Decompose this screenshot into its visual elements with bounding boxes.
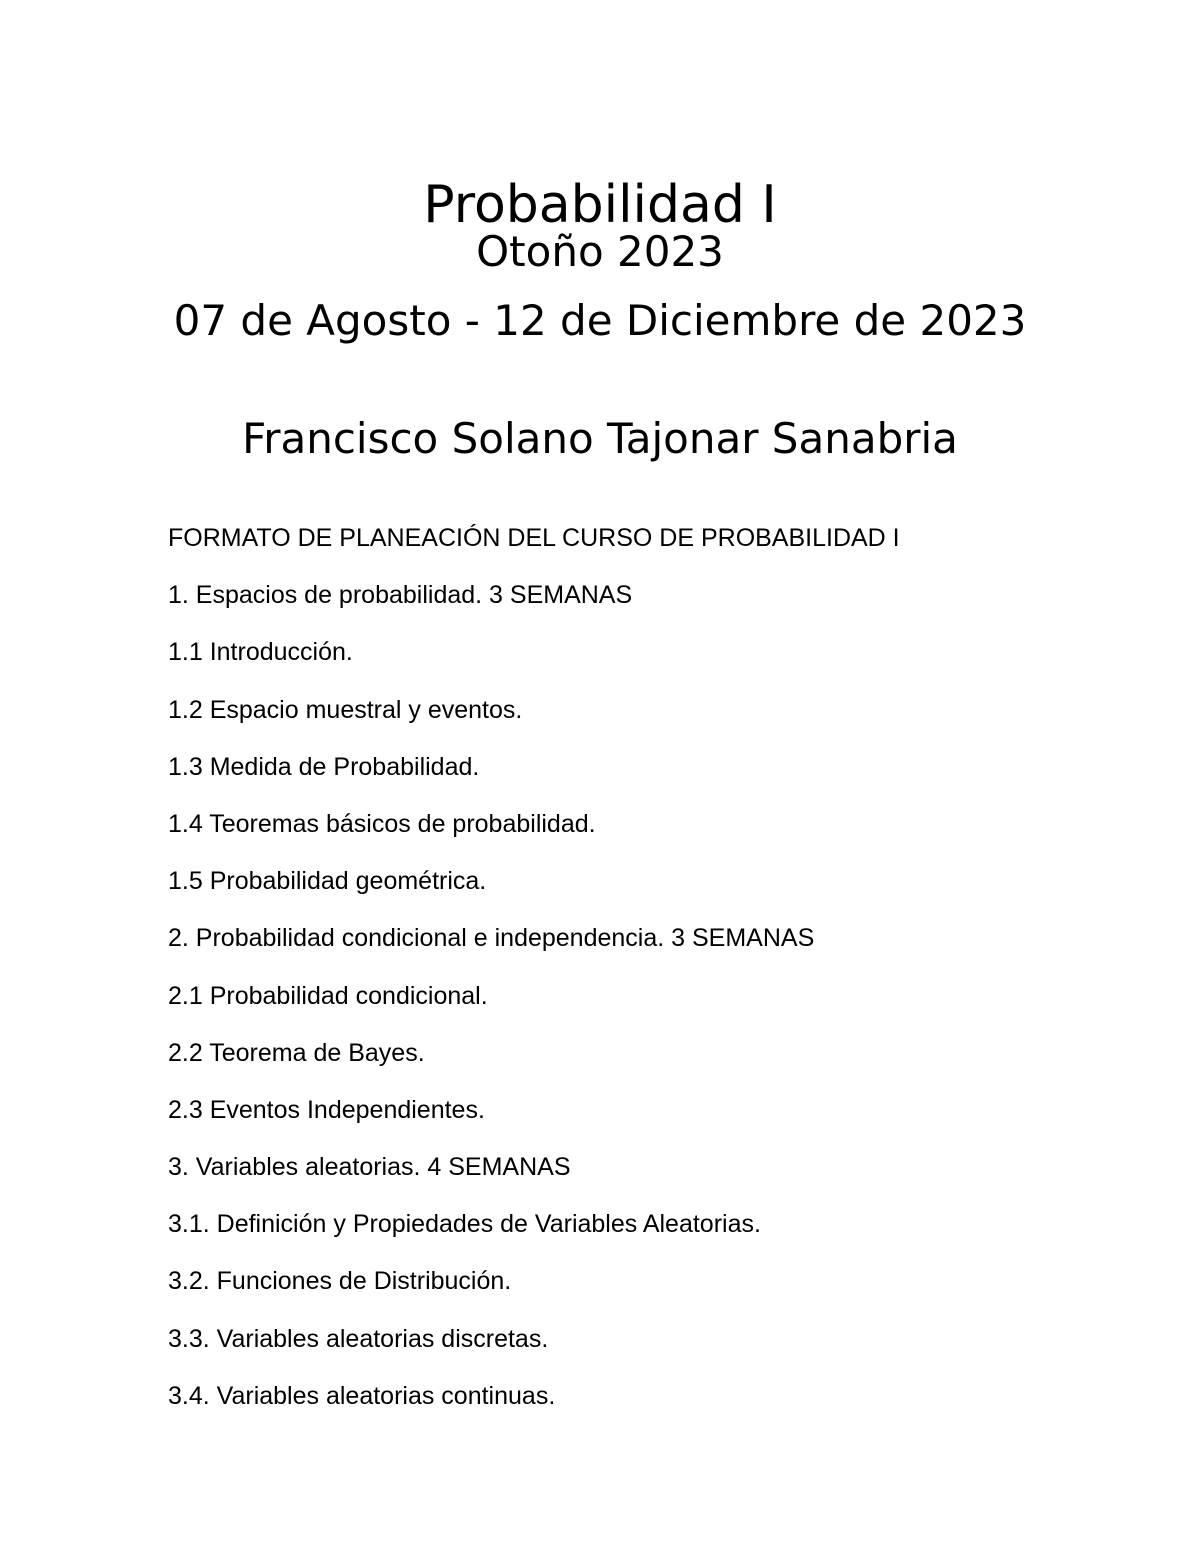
outline-item-3-1: 3.1. Definición y Propiedades de Variables Aleatorias. <box>168 1210 761 1239</box>
outline-item-3-3: 3.3. Variables aleatorias discretas. <box>168 1324 549 1353</box>
course-title: Probabilidad I <box>423 174 777 235</box>
course-outline <box>168 520 1068 1435</box>
outline-item-3-4: 3.4. Variables aleatorias continuas. <box>168 1381 556 1410</box>
outline-item-1-5: 1.5 Probabilidad geométrica. <box>168 867 487 896</box>
professor-name: Francisco Solano Tajonar Sanabria <box>242 414 958 463</box>
outline-item-3-2: 3.2. Funciones de Distribución. <box>168 1267 512 1296</box>
unit-1-title: 1. Espacios de probabilidad. 3 SEMANAS <box>168 581 633 610</box>
outline-item-2-3: 2.3 Eventos Independientes. <box>168 1095 485 1124</box>
outline-item-1-1: 1.1 Introducción. <box>168 638 353 667</box>
term: Otoño 2023 <box>476 227 724 276</box>
unit-2-title: 2. Probabilidad condicional e independencia. 3 SEMANAS <box>168 924 815 953</box>
outline-item-2-2: 2.2 Teorema de Bayes. <box>168 1038 425 1067</box>
outline-item-1-2: 1.2 Espacio muestral y eventos. <box>168 695 523 724</box>
course-dates: 07 de Agosto - 12 de Diciembre de 2023 <box>173 296 1027 345</box>
outline-item-1-4: 1.4 Teoremas básicos de probabilidad. <box>168 809 596 838</box>
outline-item-1-3: 1.3 Medida de Probabilidad. <box>168 752 480 781</box>
outline-heading: FORMATO DE PLANEACIÓN DEL CURSO DE PROBABILIDAD I <box>168 524 900 552</box>
outline-item-2-1: 2.1 Probabilidad condicional. <box>168 981 488 1010</box>
unit-3-title: 3. Variables aleatorias. 4 SEMANAS <box>168 1153 571 1182</box>
